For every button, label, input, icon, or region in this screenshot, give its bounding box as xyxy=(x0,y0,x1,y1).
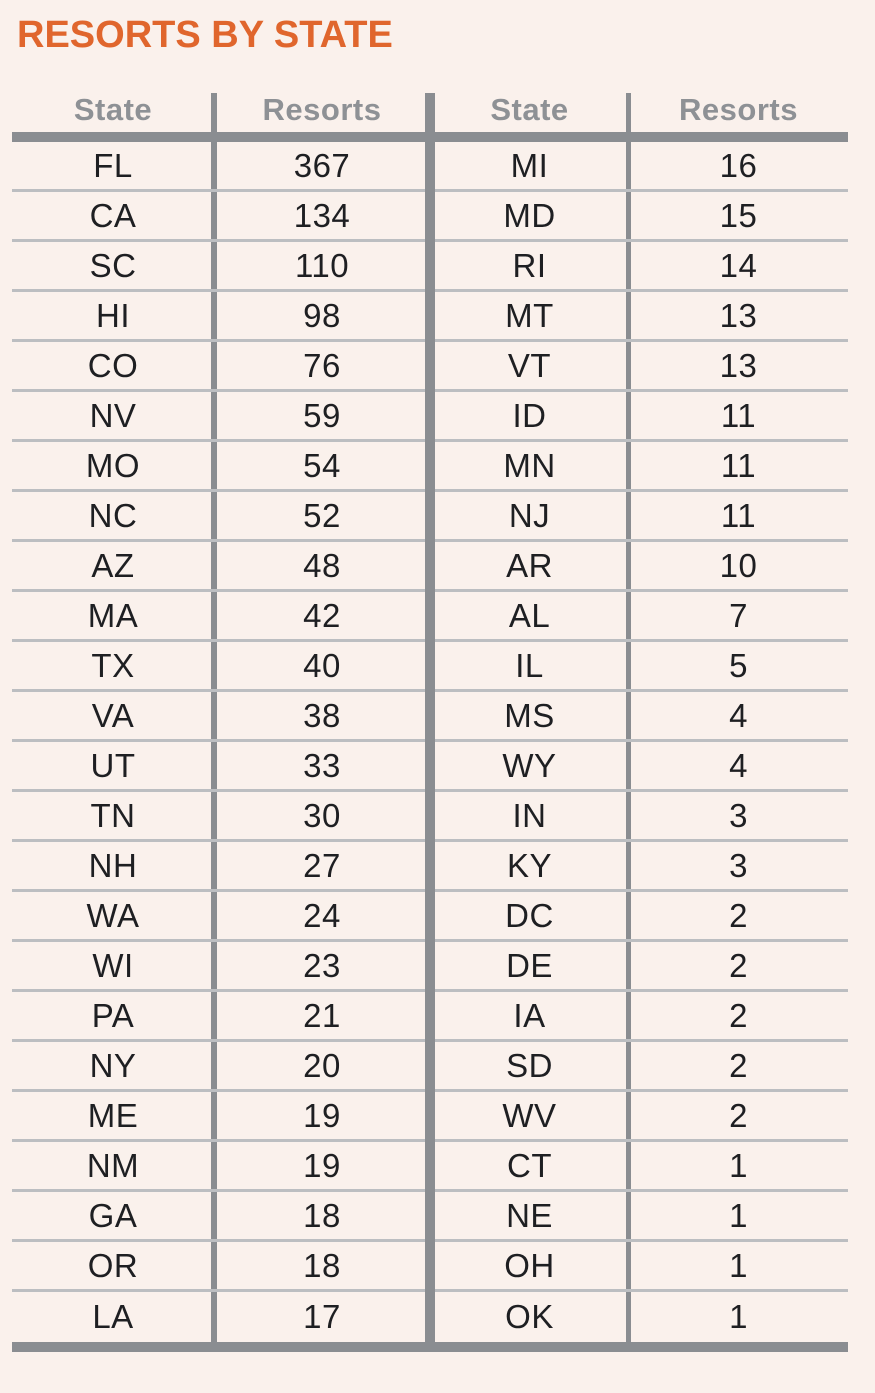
resorts-cell: 38 xyxy=(303,696,341,734)
state-cell: IN xyxy=(512,796,547,834)
state-cell: NM xyxy=(86,1146,140,1184)
state-cell: NH xyxy=(88,846,138,884)
resorts-cell: 367 xyxy=(293,146,351,184)
resorts-cell: 54 xyxy=(303,446,341,484)
resorts-cell: 2 xyxy=(729,1046,748,1084)
resorts-cell: 18 xyxy=(303,1196,341,1234)
resorts-cell: 48 xyxy=(303,546,341,584)
state-cell: CO xyxy=(87,346,139,384)
resorts-cell: 11 xyxy=(720,396,757,434)
column-header-state-right: State xyxy=(490,92,569,127)
state-cell: HI xyxy=(96,296,130,334)
state-cell: VA xyxy=(91,696,135,734)
resorts-cell: 19 xyxy=(303,1146,341,1184)
resorts-cell: 11 xyxy=(720,446,757,484)
resorts-cell: 1 xyxy=(729,1196,748,1234)
resorts-cell: 23 xyxy=(303,946,341,984)
state-cell: NC xyxy=(88,496,138,534)
resorts-cell: 27 xyxy=(303,846,341,884)
resorts-cell: 19 xyxy=(303,1096,341,1134)
state-cell: AL xyxy=(508,596,551,634)
state-cell: TN xyxy=(90,796,136,834)
state-cell: FL xyxy=(93,146,133,184)
resorts-cell: 2 xyxy=(729,946,748,984)
state-cell: WA xyxy=(86,896,140,934)
resorts-cell: 20 xyxy=(303,1046,341,1084)
column-header-resorts-right: Resorts xyxy=(679,92,798,127)
resorts-cell: 15 xyxy=(719,196,758,234)
resorts-cell: 17 xyxy=(303,1298,341,1335)
resorts-cell: 110 xyxy=(294,246,350,284)
resorts-cell: 13 xyxy=(719,296,758,334)
resorts-cell: 21 xyxy=(303,996,341,1034)
resorts-cell: 13 xyxy=(719,346,758,384)
resorts-cell: 52 xyxy=(303,496,341,534)
state-cell: MI xyxy=(510,146,549,184)
state-cell: SC xyxy=(89,246,137,284)
state-cell: CA xyxy=(89,196,137,234)
state-cell: MS xyxy=(504,696,555,734)
resorts-cell: 18 xyxy=(303,1246,341,1284)
state-cell: DE xyxy=(506,946,553,984)
state-cell: MN xyxy=(503,446,556,484)
resorts-cell: 7 xyxy=(729,596,748,634)
state-cell: NE xyxy=(506,1196,553,1234)
state-cell: OK xyxy=(505,1298,554,1335)
state-cell: ME xyxy=(87,1096,139,1134)
resorts-cell: 3 xyxy=(729,846,748,884)
column-header-state-left: State xyxy=(73,92,153,127)
state-cell: ID xyxy=(512,396,547,434)
state-cell: MT xyxy=(505,296,554,334)
state-cell: PA xyxy=(91,996,135,1034)
resorts-cell: 40 xyxy=(303,646,341,684)
resorts-cell: 5 xyxy=(729,646,748,684)
state-cell: LA xyxy=(92,1298,134,1335)
resorts-cell: 24 xyxy=(303,896,341,934)
state-cell: MA xyxy=(87,596,139,634)
resorts-cell: 2 xyxy=(729,1096,748,1134)
column-header-resorts-left: Resorts xyxy=(262,92,382,127)
state-cell: WI xyxy=(92,946,134,984)
state-cell: TX xyxy=(91,646,135,684)
bottom-rule xyxy=(12,1342,848,1352)
resorts-cell: 42 xyxy=(303,596,341,634)
resorts-cell: 98 xyxy=(303,296,341,334)
column-divider-center xyxy=(425,93,435,1342)
state-cell: MD xyxy=(503,196,556,234)
resorts-cell: 14 xyxy=(719,246,758,284)
state-cell: KY xyxy=(506,846,553,884)
state-cell: RI xyxy=(512,246,547,284)
resorts-cell: 4 xyxy=(729,746,748,784)
state-cell: AZ xyxy=(91,546,135,584)
state-cell: OH xyxy=(504,1246,555,1284)
state-cell: UT xyxy=(90,746,136,784)
resorts-cell: 1 xyxy=(729,1246,748,1284)
resorts-cell: 2 xyxy=(729,996,748,1034)
state-cell: MO xyxy=(85,446,141,484)
state-cell: NY xyxy=(89,1046,137,1084)
state-cell: DC xyxy=(505,896,554,934)
state-cell: WY xyxy=(502,746,557,784)
resorts-cell: 10 xyxy=(719,546,758,584)
resorts-cell: 1 xyxy=(729,1146,748,1184)
state-cell: NV xyxy=(89,396,137,434)
resorts-cell: 59 xyxy=(303,396,341,434)
resorts-cell: 16 xyxy=(719,146,758,184)
resorts-cell: 33 xyxy=(303,746,341,784)
page-title: RESORTS BY STATE xyxy=(17,14,393,56)
state-cell: AR xyxy=(506,546,553,584)
state-cell: IL xyxy=(515,646,544,684)
resorts-cell: 30 xyxy=(303,796,341,834)
resorts-cell: 4 xyxy=(729,696,748,734)
resorts-cell: 11 xyxy=(720,496,757,534)
resorts-cell: 3 xyxy=(729,796,748,834)
state-cell: WV xyxy=(502,1096,557,1134)
resorts-cell: 134 xyxy=(293,196,351,234)
resorts-cell: 1 xyxy=(729,1298,748,1335)
state-cell: CT xyxy=(507,1146,552,1184)
state-cell: VT xyxy=(507,346,552,384)
state-cell: SD xyxy=(506,1046,553,1084)
state-cell: GA xyxy=(88,1196,138,1234)
resorts-table xyxy=(12,88,848,1352)
resorts-cell: 2 xyxy=(729,896,748,934)
state-cell: NJ xyxy=(508,496,551,534)
resorts-cell: 76 xyxy=(303,346,341,384)
state-cell: IA xyxy=(513,996,546,1034)
state-cell: OR xyxy=(87,1246,139,1284)
